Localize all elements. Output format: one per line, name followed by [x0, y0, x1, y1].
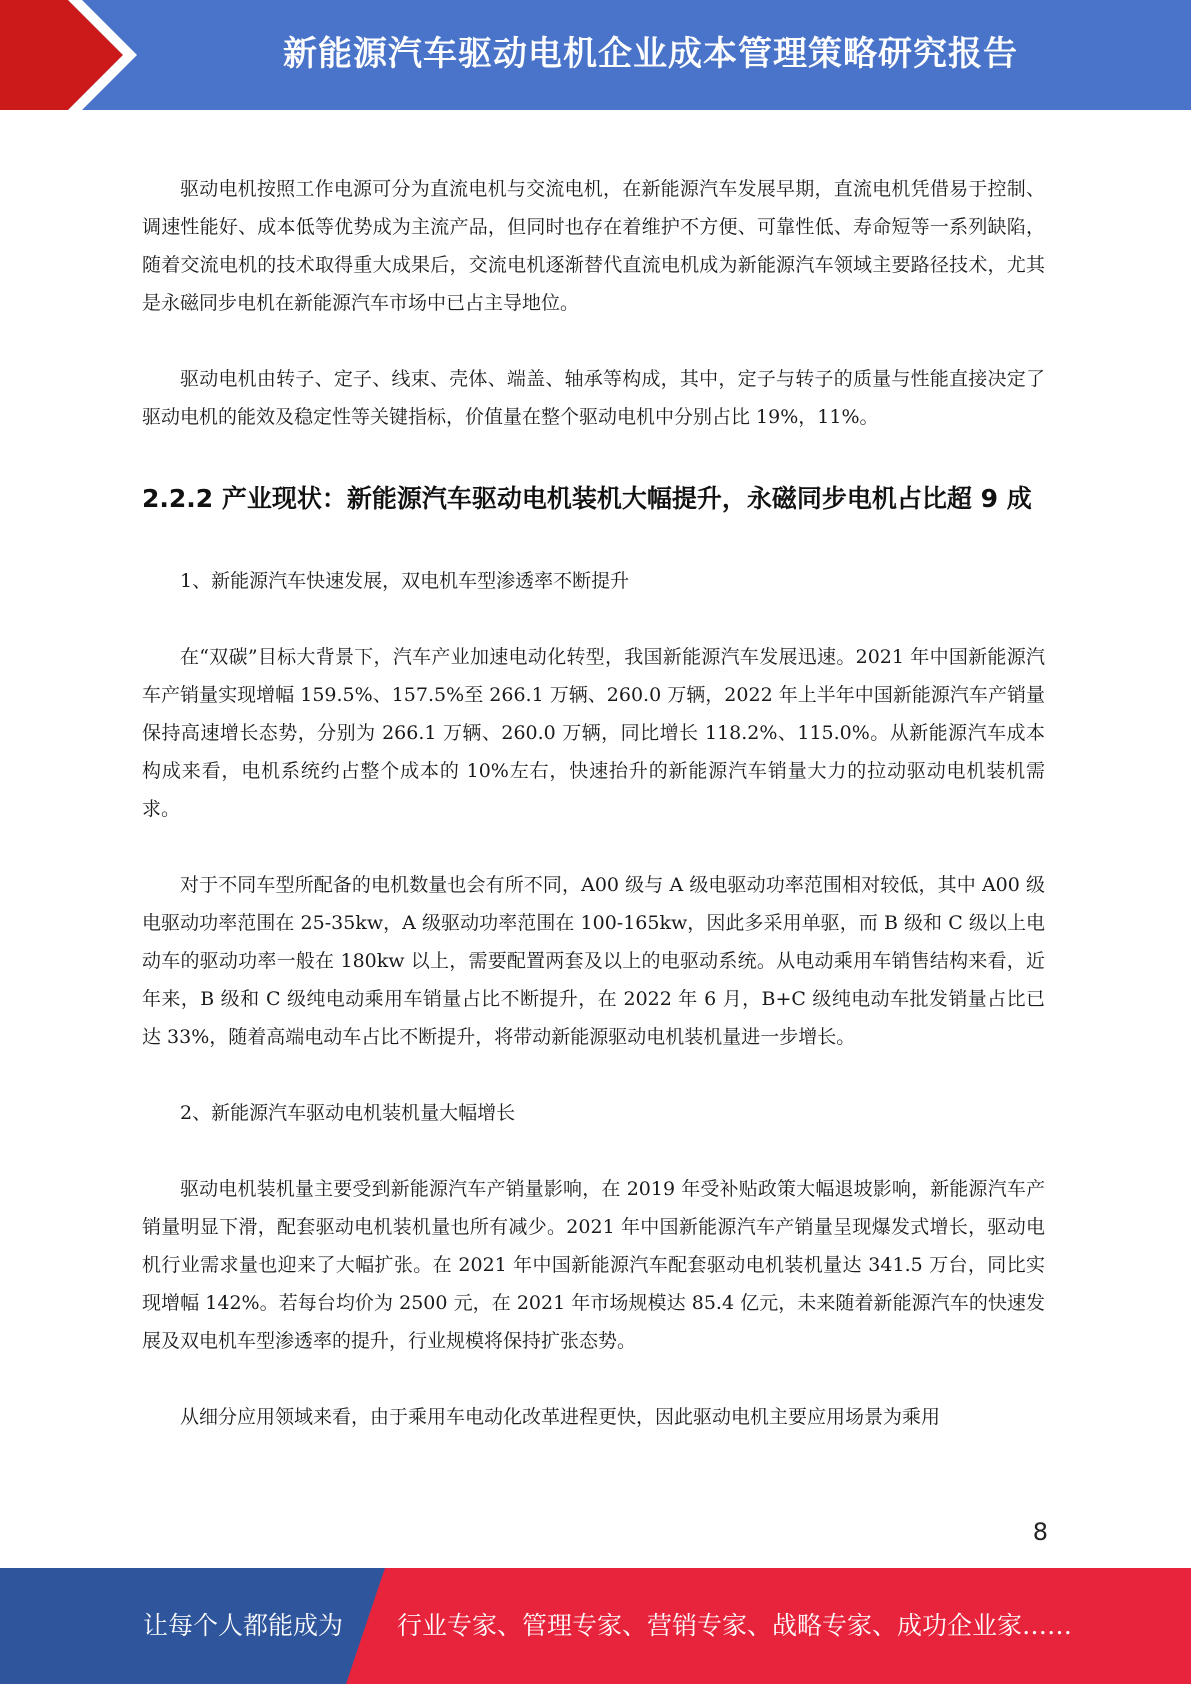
paragraph-installed-capacity: 驱动电机装机量主要受到新能源汽车产销量影响，在 2019 年受补贴政策大幅退坡影响，新能源汽车产销量明显下滑，配套驱动电机装机量也所有减少。2021 年中国新能源汽车产销量呈现爆发式增长，驱动电机行业需求量也迎来了大幅扩张。在 2021 年中国新能源汽车配套驱动电机装机量达 341.5 万台，同比实现增幅 142%。若每台均价为 2500 元，在 2021 年市场规模达 85.4 亿元，未来随着新能源汽车的快速发展及双电机车型渗透率的提升，行业规模将保持扩张态势。 — [142, 1178, 1045, 1352]
section-heading: 2.2.2 产业现状：新能源汽车驱动电机装机大幅提升，永磁同步电机占比超 9 成 — [142, 484, 1032, 513]
paragraph-motor-components: 驱动电机由转子、定子、线束、壳体、端盖、轴承等构成，其中，定子与转子的质量与性能直接决定了驱动电机的能效及稳定性等关键指标，价值量在整个驱动电机中分别占比 19%，11%。 — [142, 368, 1045, 428]
page-header — [0, 0, 1191, 110]
page-number: 8 — [1032, 1518, 1048, 1546]
document-body — [142, 170, 1045, 1474]
header-arrow-decoration — [0, 0, 150, 110]
paragraph-vehicle-classes: 对于不同车型所配备的电机数量也会有所不同，A00 级与 A 级电驱动功率范围相对较低，其中 A00 级电驱动功率范围在 25-35kw，A 级驱动功率范围在 100-165kw，因此多采用单驱，而 B 级和 C 级以上电动车的驱动功率一般在 180kw 以上，需要配置两套及以上的电驱动系统。从电动乘用车销售结构来看，近年来，B 级和 C 级纯电动乘用车销量占比不断提升，在 2022 年 6 月，B+C 级纯电动车批发销量占比已达 33%，随着高端电动车占比不断提升，将带动新能源驱动电机装机量进一步增长。 — [142, 874, 1045, 1048]
footer-slogan-left: 让每个人都能成为 — [143, 1611, 344, 1640]
page-footer — [0, 1568, 1191, 1684]
footer-slogan-right: 行业专家、管理专家、营销专家、战略专家、成功企业家…… — [397, 1611, 1073, 1640]
report-title: 新能源汽车驱动电机企业成本管理策略研究报告 — [283, 34, 1018, 74]
subsection-item-1: 1、新能源汽车快速发展，双电机车型渗透率不断提升 — [180, 570, 630, 592]
subsection-item-2: 2、新能源汽车驱动电机装机量大幅增长 — [180, 1102, 516, 1124]
paragraph-motor-types: 驱动电机按照工作电源可分为直流电机与交流电机，在新能源汽车发展早期，直流电机凭借易于控制、调速性能好、成本低等优势成为主流产品，但同时也存在着维护不方便、可靠性低、寿命短等一系列缺陷，随着交流电机的技术取得重大成果后，交流电机逐渐替代直流电机成为新能源汽车领域主要路径技术，尤其是永磁同步电机在新能源汽车市场中已占主导地位。 — [142, 178, 1045, 314]
paragraph-application-fields: 从细分应用领域来看，由于乘用车电动化改革进程更快，因此驱动电机主要应用场景为乘用 — [180, 1406, 941, 1428]
paragraph-nev-growth: 在“双碳”目标大背景下，汽车产业加速电动化转型，我国新能源汽车发展迅速。2021 年中国新能源汽车产销量实现增幅 159.5%、157.5%至 266.1 万辆、260.0 万辆，2022 年上半年中国新能源汽车产销量保持高速增长态势，分别为 266.1 万辆、260.0 万辆，同比增长 118.2%、115.0%。从新能源汽车成本构成来看，电机系统约占整个成本的 10%左右，快速抬升的新能源汽车销量大力的拉动驱动电机装机需求。 — [142, 646, 1045, 820]
